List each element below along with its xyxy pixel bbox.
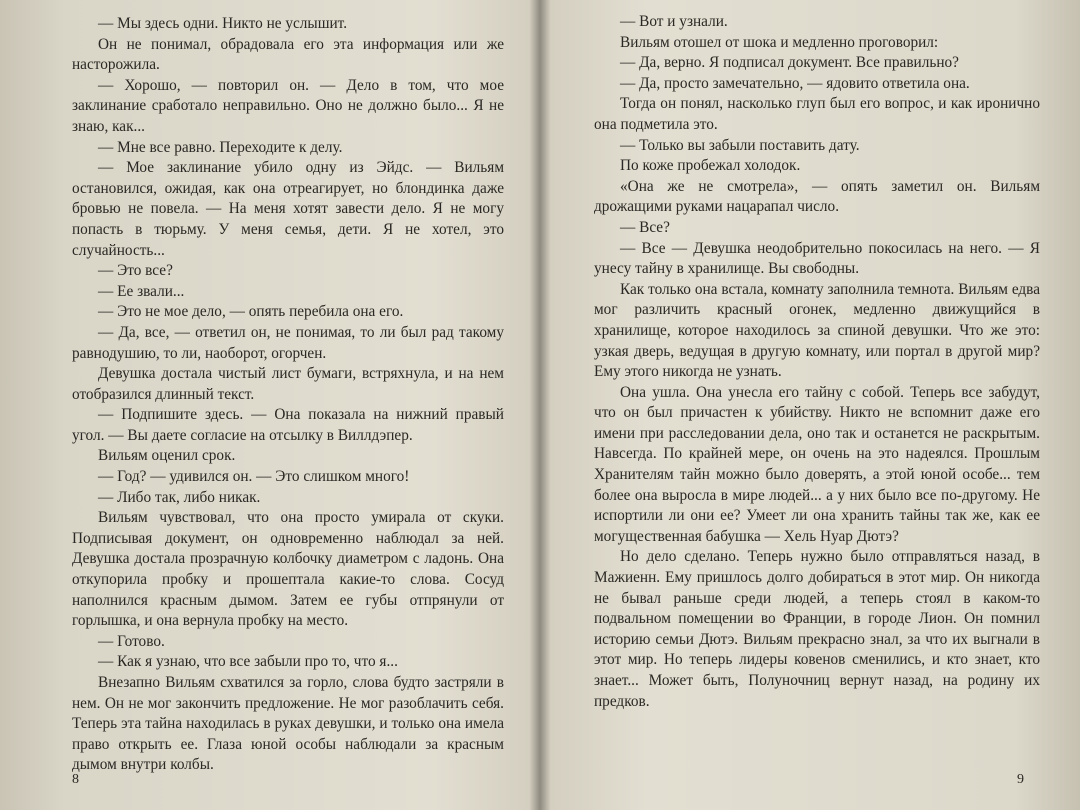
paragraph: Но дело сделано. Теперь нужно было отправляться назад, в Мажиенн. Ему пришлось долго добираться в этот мир. Он никогда не бывал раньше среди людей, а теперь стоял в каком-то подвальном помещении во Франции, в городе Лион. Он помнил историю семьи Дютэ. Вильям прекрасно знал, за что их выгнали в этот мир. Но теперь лидеры ковенов сменились, и кто знает, кто знает... Может быть, Полуночниц вернут назад, на родину их предков. [594, 548, 1040, 710]
paragraph: Вильям чувствовал, что она просто умирала от скуки. Подписывая документ, он одновременно наблюдал за ней. Девушка достала прозрачную колбочку диаметром с ладонь. Она откупорила пробку и прошептала какие-то слова. Сосуд наполнился красным дымом. Затем ее губы отпрянули от горлышка, и она вернула пробку на место. [72, 509, 504, 630]
paragraph: Внезапно Вильям схватился за горло, слова будто застряли в нем. Он не мог закончить предложение. Не мог разоблачить себя. Теперь эта тайна находилась в руках девушки, и только она имела право открыть ее. Глаза юной особы наблюдали за красным дымом внутри колбы. [72, 674, 504, 774]
paragraph: Вильям оценил срок. [98, 447, 236, 465]
paragraph: — Да, просто замечательно, — ядовито ответила она. [620, 74, 970, 92]
paragraph: — Все — Девушка неодобрительно покосилась на него. — Я унесу тайну в хранилище. Вы свободны. [594, 239, 1040, 278]
paragraph: — Ее звали... [98, 282, 185, 300]
paragraph: — Мое заклинание убило одну из Эйдс. — Вильям остановился, ожидая, как она отреагирует, но блондинка даже бровью не повела. — На меня хотят завести дело. Я не могу попасть в тюрьму. У меня семья, дети. Я не хотел, это случайность... [72, 159, 504, 259]
paragraph: Она ушла. Она унесла его тайну с собой. Теперь все забудут, что он был причастен к убийству. Никто не вспомнит даже его имени при расследовании дела, оно так и останется не раскрытым. Навсегда. По крайней мере, он очень на это надеялся. Прошлым Хранителям тайн можно было доверять, а этой юной особе... тем более она выросла в мире людей... а у них было все по-другому. Не испортили ли они ее? Умеет ли она хранить тайны так же, как ее могущественная бабушка — Хель Нуар Дютэ? [594, 383, 1040, 545]
paragraph: — Либо так, либо никак. [98, 488, 261, 506]
paragraph: — Год? — удивился он. — Это слишком много! [98, 468, 410, 486]
paragraph: — Вот и узнали. [620, 13, 728, 30]
paragraph: — Как я узнаю, что все забыли про то, что я... [98, 653, 398, 671]
paragraph: Вильям отошел от шока и медленно проговорил: [620, 33, 939, 51]
right-page-text [594, 12, 1040, 712]
paragraph: Тогда он понял, насколько глуп был его вопрос, и как иронично она подметила это. [594, 95, 1040, 133]
right-page [542, 0, 1080, 810]
paragraph: «Она же не смотрела», — опять заметил он. Вильям дрожащими руками нацарапал число. [594, 177, 1040, 216]
paragraph: — Это все? [98, 262, 173, 280]
paragraph: — Хорошо, — повторил он. — Дело в том, что мое заклинание сработало неправильно. Оно не должно было... Я не знаю, как... [72, 76, 504, 135]
page-number: 9 [1017, 772, 1024, 787]
paragraph: — Только вы забыли поставить дату. [620, 136, 860, 154]
paragraph: Он не понимал, обрадовала его эта информация или же насторожила. [72, 35, 504, 74]
paragraph: — Мне все равно. Переходите к делу. [98, 138, 343, 156]
paragraph: — Да, верно. Я подписал документ. Все правильно? [620, 54, 959, 72]
paragraph: Девушка достала чистый лист бумаги, встряхнула, и на нем отобразился длинный текст. [72, 365, 504, 403]
paragraph: — Да, все, — ответил он, не понимая, то ли был рад такому равнодушию, то ли, наоборот, огорчен. [72, 323, 504, 362]
paragraph: — Подпишите здесь. — Она показала на нижний правый угол. — Вы даете согласие на отсылку в Виллдэпер. [72, 406, 504, 444]
paragraph: — Готово. [98, 632, 165, 650]
paragraph: — Это не мое дело, — опять перебила она его. [98, 303, 404, 321]
left-page [0, 0, 538, 810]
paragraph: — Мы здесь одни. Никто не услышит. [98, 15, 348, 32]
paragraph: — Все? [620, 218, 670, 236]
left-page-text [72, 14, 504, 776]
paragraph: Как только она встала, комнату заполнила темнота. Вильям едва мог различить красный огонек, медленно движущийся в хранилище, которое находилось за спиной девушки. Что же это: узкая дверь, ведущая в другую комнату, или портал в другой мир? Ему этого никогда не узнать. [594, 280, 1040, 381]
page-number: 8 [72, 772, 79, 787]
paragraph: По коже пробежал холодок. [620, 157, 801, 175]
